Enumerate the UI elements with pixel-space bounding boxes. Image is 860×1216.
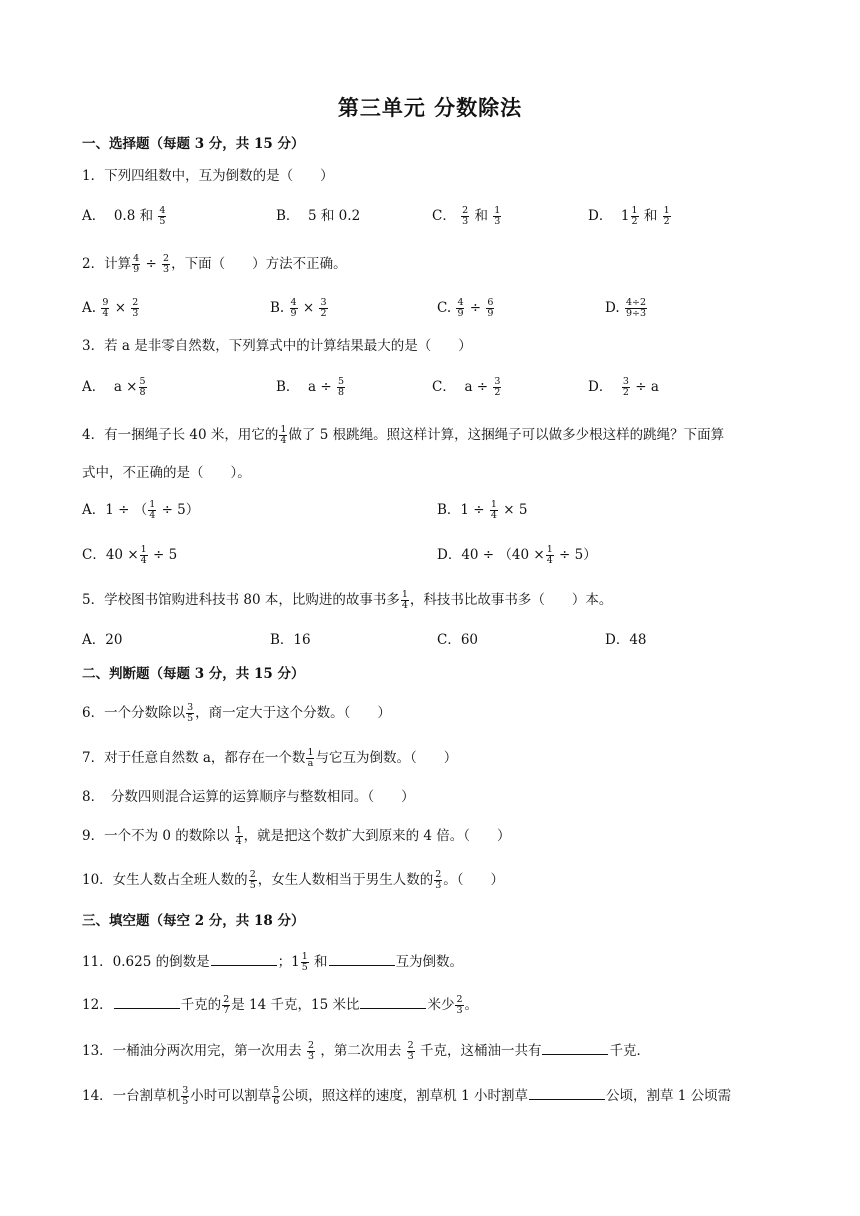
- q5-option-a: A．20: [82, 632, 123, 648]
- question-4-stem-cont: 式中，不正确的是（ ）。: [82, 465, 251, 481]
- question-3-stem: 3．若 a 是非零自然数，下列算式中的计算结果最大的是（ ）: [82, 338, 472, 354]
- q2-option-c: C. $\frac{4}{9}$ ÷ $\frac{6}{9}$: [437, 297, 494, 319]
- q1-option-b: B． 5 和 0.2: [276, 208, 361, 224]
- question-8: 8． 分数四则混合运算的运算顺序与整数相同。（ ）: [82, 789, 415, 805]
- q3-option-d: D． $\frac{3}{2}$ ÷ a: [588, 376, 659, 398]
- q3-option-c: C． a ÷ $\frac{3}{2}$: [432, 376, 501, 398]
- question-4-stem: 4．有一捆绳子长 40 米，用它的 $\frac{1}{4}$ 做了 5 根跳绳。照这样计算，这捆绳子可以做多少根这样的跳绳？下面算: [82, 424, 725, 446]
- question-6: 6．一个分数除以 $\frac{3}{5}$ ，商一定大于这个分数。（ ）: [82, 702, 391, 724]
- answer-blank[interactable]: [211, 951, 277, 966]
- q4-option-b: B．1 ÷ $\frac{1}{4}$ × 5: [437, 499, 528, 521]
- section-heading-judge: 二、判断题（每题 3 分，共 15 分）: [82, 666, 305, 682]
- answer-blank[interactable]: [329, 951, 395, 966]
- question-10: 10．女生人数占全班人数的 $\frac{2}{5}$ ，女生人数相当于男生人数的 $\frac{2}{3}$ 。（ ）: [82, 869, 505, 891]
- q5-option-b: B．16: [270, 632, 311, 648]
- answer-blank[interactable]: [114, 994, 180, 1009]
- answer-blank[interactable]: [529, 1085, 605, 1100]
- question-9: 9．一个不为 0 的数除以 $\frac{1}{4}$ ，就是把这个数扩大到原来的 4 倍。（ ）: [82, 825, 511, 847]
- q4-option-d: D．40 ÷ （40 × $\frac{1}{4}$ ÷ 5）: [437, 544, 597, 566]
- q4-option-c: C．40 × $\frac{1}{4}$ ÷ 5: [82, 544, 178, 566]
- answer-blank[interactable]: [542, 1040, 608, 1055]
- q2-option-b: B. $\frac{4}{9}$ × $\frac{3}{2}$: [270, 297, 327, 319]
- q4-option-a: A．1 ÷ （ $\frac{1}{4}$ ÷ 5）: [82, 499, 200, 521]
- section-heading-fill: 三、填空题（每空 2 分，共 18 分）: [82, 913, 305, 929]
- section-heading-choice: 一、选择题（每题 3 分，共 15 分）: [82, 136, 305, 152]
- question-13: 13．一桶油分两次用完，第一次用去 $\frac{2}{3}$ ，第二次用去 $\frac{2}{3}$ 千克，这桶油一共有 千克．: [82, 1040, 650, 1062]
- q3-option-b: B． a ÷ $\frac{5}{8}$: [276, 376, 345, 398]
- question-5-stem: 5．学校图书馆购进科技书 80 本，比购进的故事书多 $\frac{1}{4}$ ，科技书比故事书多（ ）本。: [82, 589, 613, 611]
- q2-option-a: A. $\frac{9}{4}$ × $\frac{2}{3}$: [82, 297, 139, 319]
- q5-option-c: C．60: [437, 632, 479, 648]
- q1-option-a: A． 0.8 和 $\frac{4}{5}$: [82, 205, 166, 227]
- question-1-stem: 1．下列四组数中，互为倒数的是（ ）: [82, 168, 334, 184]
- q5-option-d: D．48: [605, 632, 647, 648]
- answer-blank[interactable]: [360, 994, 426, 1009]
- question-2-stem: 2．计算 $\frac{4}{9}$ ÷ $\frac{2}{3}$ ，下面（ ）方法不正确。: [82, 253, 347, 275]
- q1-option-c: C． $\frac{2}{3}$ 和 $\frac{1}{3}$: [432, 205, 501, 227]
- question-7: 7．对于任意自然数 a，都存在一个数 $\frac{1}{a}$ 与它互为倒数。（ ）: [82, 747, 458, 769]
- question-14: 14．一台割草机 $\frac{3}{5}$ 小时可以割草 $\frac{5}{6}$ 公顷，照这样的速度，割草机 1 小时割草 公顷，割草 1 公顷需: [82, 1085, 732, 1107]
- q1-option-d: D． 1 $\frac{1}{2}$ 和 $\frac{1}{2}$: [588, 205, 670, 227]
- q2-option-d: D. $\frac{4\div 2}{9\div 3}$: [605, 297, 646, 319]
- page-title: 第三单元 分数除法: [337, 95, 523, 120]
- question-12: 12． 千克的 $\frac{2}{7}$ 是 14 千克，15 米比 米少 $\frac{2}{3}$ 。: [82, 994, 479, 1016]
- question-11: 11．0.625 的倒数是 ；1 $\frac{1}{5}$ 和 互为倒数。: [82, 951, 464, 973]
- q3-option-a: A． a × $\frac{5}{8}$: [82, 376, 146, 398]
